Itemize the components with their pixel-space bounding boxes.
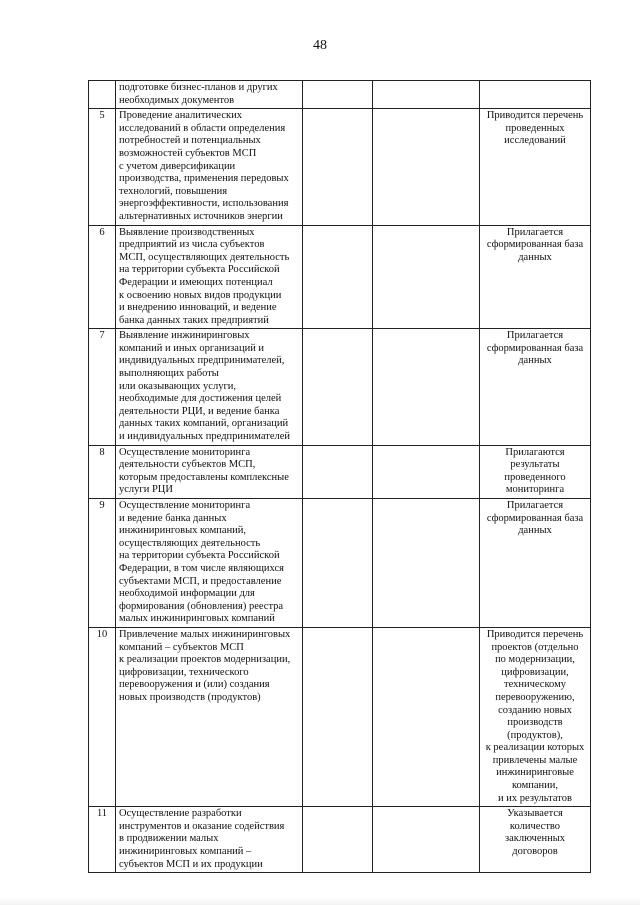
activity-line: к освоению новых видов продукции — [119, 289, 282, 301]
activity-line: Привлечение малых инжиниринговых — [119, 628, 291, 640]
activity-line: инструментов и оказание содействия — [119, 820, 285, 832]
row-number: 5 — [89, 109, 116, 225]
empty-cell-b — [373, 807, 480, 873]
result-line: заключенных — [504, 833, 566, 845]
activity-line: с учетом диверсификации — [119, 160, 236, 172]
activity-line: и ведение банка данных — [119, 512, 227, 524]
activity-cell — [116, 329, 303, 445]
activity-line: на территории субъекта Российской — [119, 264, 280, 276]
activity-line: услуги РЦИ — [119, 484, 173, 496]
activity-line: цифровизации, технического — [119, 666, 249, 678]
activity-line: исследований в области определения — [119, 122, 286, 134]
table-row — [89, 329, 591, 445]
activity-line: Проведение аналитических — [119, 110, 242, 122]
result-line: Приводится перечень — [486, 628, 584, 640]
activity-line: формирования (обновления) реестра — [119, 600, 284, 612]
activity-line: индивидуальных предпринимателей, — [119, 355, 285, 367]
activity-line: альтернативных источников энергии — [119, 210, 283, 222]
row-number: 11 — [89, 807, 116, 873]
table-row — [89, 807, 591, 873]
activity-line: необходимые для достижения целей — [119, 393, 282, 405]
result-line: по модернизации, — [495, 654, 575, 666]
result-cell — [480, 109, 591, 225]
activity-line: компаний и иных организаций и — [119, 342, 265, 354]
empty-cell-a — [303, 499, 373, 628]
result-line: к реализации которых — [485, 742, 585, 754]
result-line: количество — [509, 820, 561, 832]
activity-cell — [116, 807, 303, 873]
activity-line: возможностей субъектов МСП — [119, 147, 257, 159]
result-line: (продуктов), — [507, 729, 563, 741]
result-line: Указывается — [507, 808, 563, 820]
activity-line: предприятий из числа субъектов — [119, 239, 265, 251]
activity-line: выполняющих работы — [119, 368, 219, 380]
empty-cell-a — [303, 81, 373, 109]
result-cell — [480, 445, 591, 498]
result-line: перевооружению, — [495, 691, 575, 703]
result-line: и их результатов — [498, 792, 572, 804]
result-line: данных — [518, 525, 552, 537]
activity-cell — [116, 445, 303, 498]
activity-line: Выявление инжиниринговых — [119, 330, 250, 342]
activity-line: Федерации, в том числе являющихся — [119, 562, 284, 574]
row-number — [89, 81, 116, 109]
result-cell — [480, 225, 591, 329]
empty-cell-b — [373, 499, 480, 628]
row-number: 6 — [89, 225, 116, 329]
empty-cell-b — [373, 225, 480, 329]
table-row — [89, 81, 591, 109]
activity-line: деятельности субъектов МСП, — [119, 459, 256, 471]
row-number: 8 — [89, 445, 116, 498]
scan-bottom-edge — [0, 898, 640, 905]
activity-line: и индивидуальных предпринимателей — [119, 431, 290, 443]
activities-table — [88, 80, 591, 873]
result-line: исследований — [504, 135, 566, 147]
activity-cell — [116, 627, 303, 806]
activity-line: технологий, повышения — [119, 185, 228, 197]
result-cell — [480, 627, 591, 806]
activity-line: необходимой информации для — [119, 588, 255, 600]
result-line: сформированная база — [486, 512, 584, 524]
activity-line: субъектами МСП, и предоставление — [119, 575, 282, 587]
activity-line: деятельности РЦИ, и ведение банка — [119, 405, 280, 417]
activity-line: Федерации и имеющих потенциал — [119, 276, 273, 288]
activity-line: Осуществление мониторинга — [119, 500, 251, 511]
result-line: мониторинга — [505, 484, 565, 496]
result-line: сформированная база — [486, 239, 584, 251]
activity-cell — [116, 225, 303, 329]
table-row — [89, 499, 591, 628]
result-line: проведенных — [505, 122, 565, 134]
result-line: сформированная база — [486, 342, 584, 354]
activity-line: Осуществление мониторинга — [119, 446, 251, 458]
result-cell — [480, 807, 591, 873]
result-line: Прилагаются — [505, 446, 565, 458]
activity-line: энергоэффективности, использования — [119, 198, 289, 210]
result-line: проектов (отдельно — [491, 641, 579, 653]
result-line: привлечены малые — [492, 754, 578, 766]
activity-line: которым предоставлены комплексные — [119, 471, 289, 483]
result-line: результаты — [510, 459, 560, 471]
empty-cell-b — [373, 329, 480, 445]
row-number: 7 — [89, 329, 116, 445]
activity-cell — [116, 499, 303, 628]
activity-cell — [116, 109, 303, 225]
table-row — [89, 225, 591, 329]
empty-cell-a — [303, 225, 373, 329]
activity-line: потребностей и потенциальных — [119, 135, 261, 147]
activity-cell — [116, 81, 303, 109]
result-cell — [480, 81, 591, 109]
activity-line: или оказывающих услуги, — [119, 380, 237, 392]
table-row — [89, 445, 591, 498]
activity-line: МСП, осуществляющих деятельность — [119, 251, 290, 263]
result-line: Прилагается — [506, 330, 564, 342]
result-line: компании, — [511, 780, 559, 792]
result-line: цифровизации, — [501, 666, 569, 678]
result-line: Прилагается — [506, 500, 564, 511]
result-line: инжиниринговые — [496, 767, 574, 779]
activity-line: подготовке бизнес-планов и других — [119, 82, 278, 93]
page-number: 48 — [313, 38, 327, 53]
result-line: техническому — [504, 679, 566, 691]
activity-line: и внедрению инноваций, и ведение — [119, 302, 277, 314]
empty-cell-a — [303, 445, 373, 498]
result-cell — [480, 329, 591, 445]
result-line: Приводится перечень — [486, 110, 584, 122]
activity-line: производства, применения передовых — [119, 173, 289, 185]
activity-line: осуществляющих деятельность — [119, 537, 261, 549]
result-line: договоров — [512, 846, 558, 858]
table-row — [89, 109, 591, 225]
activity-line: субъектов МСП и их продукции — [119, 858, 263, 870]
result-line: данных — [518, 251, 552, 263]
activity-line: в продвижении малых — [119, 833, 219, 845]
activity-line: Осуществление разработки — [119, 808, 242, 820]
empty-cell-a — [303, 109, 373, 225]
result-line: проведенного — [504, 471, 566, 483]
row-number: 9 — [89, 499, 116, 628]
activity-line: малых инжиниринговых компаний — [119, 613, 275, 625]
result-line: производств — [507, 717, 563, 729]
row-number: 10 — [89, 627, 116, 806]
empty-cell-b — [373, 627, 480, 806]
empty-cell-a — [303, 329, 373, 445]
result-line: данных — [518, 355, 552, 367]
activity-line: Выявление производственных — [119, 226, 255, 238]
table-row — [89, 627, 591, 806]
activity-line: инжиниринговых компаний – — [119, 846, 252, 858]
empty-cell-b — [373, 109, 480, 225]
empty-cell-a — [303, 807, 373, 873]
activity-line: данных таких компаний, организаций — [119, 418, 289, 430]
activity-line: банка данных таких предприятий — [119, 314, 269, 326]
activity-line: перевооружения и (или) создания — [119, 679, 270, 691]
activity-line: необходимых документов — [119, 94, 235, 106]
empty-cell-b — [373, 81, 480, 109]
activity-line: инжиниринговых компаний, — [119, 525, 247, 537]
empty-cell-b — [373, 445, 480, 498]
result-line: Прилагается — [506, 226, 564, 238]
activity-line: к реализации проектов модернизации, — [119, 654, 291, 666]
activity-line: компаний – субъектов МСП — [119, 641, 244, 653]
empty-cell-a — [303, 627, 373, 806]
activity-line: на территории субъекта Российской — [119, 550, 280, 562]
result-cell — [480, 499, 591, 628]
activity-line: новых производств (продуктов) — [119, 691, 261, 703]
result-line: созданию новых — [498, 704, 572, 716]
